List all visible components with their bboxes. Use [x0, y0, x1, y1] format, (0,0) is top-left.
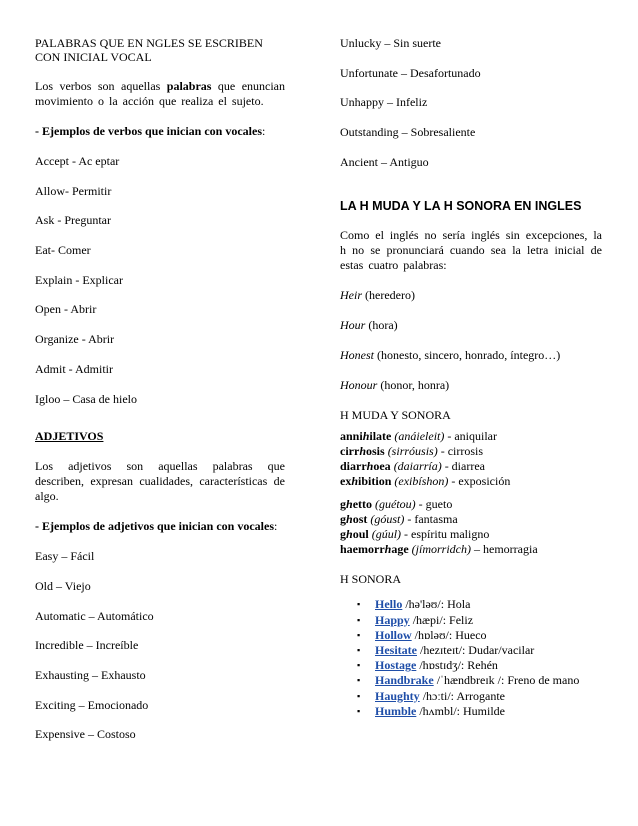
verb-item: Igloo – Casa de hielo: [35, 391, 137, 406]
sonora-item: [340, 643, 602, 658]
vocab-group: [340, 497, 602, 557]
vocab-pronunciation: (sirróusis): [387, 444, 438, 459]
sonora-item: [340, 673, 602, 688]
vocab-word: ilate: [369, 429, 392, 444]
title-line: CON INICIAL VOCAL: [35, 50, 152, 64]
verbs-definition: [35, 79, 285, 109]
sonora-item: [340, 628, 602, 643]
mute-word: Honest: [340, 348, 374, 363]
vocab-pronunciation: (jímorridch): [411, 542, 471, 557]
right-column: [340, 36, 602, 719]
sonora-item: [340, 597, 602, 612]
mute-example: [340, 378, 602, 393]
bullet-icon: ▪: [357, 705, 361, 716]
vocab-h: h: [362, 429, 370, 444]
sonora-list: [340, 597, 602, 719]
adjective-item: Unfortunate – Desafortunado: [340, 65, 481, 80]
vocab-word: anni: [340, 429, 363, 444]
pronunciation-text: /hʌmbl/: Humilde: [416, 703, 506, 718]
vocab-meaning: – hemorragia: [471, 542, 538, 557]
vocab-pronunciation: (daiarría): [393, 459, 442, 474]
h-intro: Como el inglés no sería inglés sin excepciones, la h no se pronunciará cuando sea la letra inicial de estas cuatro palabras:: [340, 228, 602, 273]
verb-item: Explain - Explicar: [35, 272, 123, 287]
bullet-icon: ▪: [357, 645, 361, 656]
mute-meaning: (heredero): [362, 288, 415, 303]
pronunciation-text: /hezɪteɪt/: Dudar/vacilar: [416, 643, 535, 658]
bullet-icon: ▪: [357, 614, 361, 625]
vocab-item: [340, 497, 602, 512]
verb-item: Eat- Comer: [35, 243, 91, 258]
vocab-h: h: [346, 512, 353, 527]
adjective-item: Old – Viejo: [35, 578, 91, 593]
verb-item: Admit - Admitir: [35, 361, 113, 376]
h-section-title: LA H MUDA Y LA H SONORA EN INGLES: [340, 199, 582, 214]
left-column: [35, 36, 285, 757]
word-link[interactable]: Hello: [375, 597, 403, 612]
vocab-meaning: - exposición: [448, 474, 511, 489]
vocab-group: [340, 429, 602, 489]
definition-text: Los verbos son aquellas: [35, 79, 167, 93]
vocab-meaning: - aniquilar: [444, 429, 498, 444]
bullet-icon: ▪: [357, 599, 361, 610]
bullet-icon: ▪: [357, 629, 361, 640]
sonora-item: [340, 689, 602, 704]
vocab-meaning: - espíritu maligno: [401, 527, 490, 542]
vocab-h: h: [384, 542, 392, 557]
vocab-word: oea: [373, 459, 391, 474]
bullet-icon: ▪: [357, 660, 361, 671]
word-link[interactable]: Hollow: [375, 627, 412, 642]
sonora-item: [340, 658, 602, 673]
word-link[interactable]: Humble: [375, 703, 417, 718]
vocab-word: osis: [366, 444, 385, 459]
mute-meaning: (honesto, sincero, honrado, íntegro…): [374, 348, 561, 363]
vocab-h: h: [366, 459, 374, 474]
vocab-h: h: [359, 444, 366, 459]
vocab-item: [340, 527, 602, 542]
adjective-item: Exhausting – Exhausto: [35, 667, 146, 682]
vocab-pronunciation: (gúul): [371, 527, 402, 542]
vocab-item: [340, 542, 602, 557]
definition-text: que enuncian movimiento o la acción que realiza el sujeto.: [35, 79, 286, 108]
pronunciation-text: /hɒstɪdʒ/: Rehén: [416, 658, 498, 673]
heading-colon: :: [262, 124, 266, 138]
vocab-word: oul: [352, 527, 369, 542]
word-link[interactable]: Hesitate: [375, 643, 417, 658]
vocab-meaning: - fantasma: [404, 512, 458, 527]
definition-bold: palabras: [166, 79, 212, 93]
mute-word: Hour: [340, 318, 366, 333]
vocab-meaning: - diarrea: [441, 459, 485, 474]
adjective-item: Exciting – Emocionado: [35, 697, 149, 712]
vocab-pronunciation: (exibíshon): [394, 474, 449, 489]
vocab-word: g: [340, 512, 346, 527]
vocab-meaning: - cirrosis: [437, 444, 484, 459]
word-link[interactable]: Haughty: [375, 688, 420, 703]
verbs-heading: [35, 124, 285, 139]
verb-item: Allow- Permitir: [35, 183, 112, 198]
mute-example: [340, 318, 602, 333]
vocab-h: h: [351, 474, 359, 489]
vocab-item: [340, 512, 602, 527]
verb-item: Organize - Abrir: [35, 332, 115, 347]
vocab-h: h: [346, 497, 353, 512]
pronunciation-text: /hæpi/: Feliz: [409, 612, 474, 627]
vocab-item: [340, 429, 602, 444]
heading-colon: :: [274, 519, 278, 534]
vocab-item: [340, 474, 602, 489]
vocab-word: haemorr: [340, 542, 385, 557]
vocab-meaning: - gueto: [415, 497, 453, 512]
vocab-word: etto: [352, 497, 373, 512]
mute-example: [340, 348, 602, 363]
vocab-word: g: [340, 527, 346, 542]
mute-word: Honour: [340, 378, 378, 393]
vocab-pronunciation: (anáieleit): [394, 429, 445, 444]
adjective-item: Expensive – Costoso: [35, 727, 136, 742]
vocab-word: cirr: [340, 444, 360, 459]
page-title: [35, 36, 285, 64]
adjectives-heading: [35, 519, 285, 534]
vocab-word: ibition: [358, 474, 392, 489]
vocab-word: age: [391, 542, 409, 557]
pronunciation-text: /hɔːti/: Arrogante: [419, 688, 505, 703]
sonora-item: [340, 704, 602, 719]
adjectives-definition: Los adjetivos son aquellas palabras que describen, expresan cualidades, características de algo.: [35, 459, 285, 504]
adjective-item: Outstanding – Sobresaliente: [340, 125, 476, 140]
bullet-icon: ▪: [357, 675, 361, 686]
pronunciation-text: /hə'ləʊ/: Hola: [402, 597, 471, 612]
vocab-pronunciation: (góust): [370, 512, 405, 527]
verb-item: Ask - Preguntar: [35, 213, 111, 228]
mute-meaning: (honor, honra): [377, 378, 450, 393]
mute-word: Heir: [340, 288, 362, 303]
adjective-item: Automatic – Automático: [35, 608, 154, 623]
vocab-word: diarr: [340, 459, 367, 474]
pronunciation-text: /ˈhændbreɪk /: Freno de mano: [433, 673, 580, 688]
vocab-word: g: [340, 497, 346, 512]
vocab-word: ex: [340, 474, 352, 489]
word-link[interactable]: Handbrake: [375, 673, 434, 688]
title-line: PALABRAS QUE EN NGLES SE ESCRIBEN: [35, 36, 263, 50]
word-link[interactable]: Happy: [375, 612, 410, 627]
verb-item: Accept - Ac eptar: [35, 154, 120, 168]
verb-item: Open - Abrir: [35, 302, 97, 317]
adjective-item: Unhappy – Infeliz: [340, 95, 428, 110]
vocab-word: ost: [352, 512, 368, 527]
mute-example: [340, 288, 602, 303]
mute-sonora-title: H MUDA Y SONORA: [340, 408, 451, 423]
vocab-pronunciation: (guétou): [375, 497, 416, 512]
bullet-icon: ▪: [357, 690, 361, 701]
adjective-item: Easy – Fácil: [35, 549, 95, 564]
vocab-h: h: [346, 527, 353, 542]
verbs-heading-text: - Ejemplos de verbos que inician con vocales: [35, 124, 262, 138]
sonora-item: [340, 613, 602, 628]
vocab-item: [340, 444, 602, 459]
adjective-item: Unlucky – Sin suerte: [340, 36, 441, 50]
sonora-title: H SONORA: [340, 572, 402, 587]
adjective-item: Incredible – Increíble: [35, 638, 139, 653]
mute-meaning: (hora): [365, 318, 398, 333]
vocab-item: [340, 459, 602, 474]
adjective-item: Ancient – Antiguo: [340, 154, 429, 169]
pronunciation-text: /hɒləʊ/: Hueco: [411, 627, 487, 642]
word-link[interactable]: Hostage: [375, 658, 417, 673]
adjectives-title: ADJETIVOS: [35, 429, 104, 444]
adjectives-heading-text: - Ejemplos de adjetivos que inician con vocales: [35, 519, 274, 534]
